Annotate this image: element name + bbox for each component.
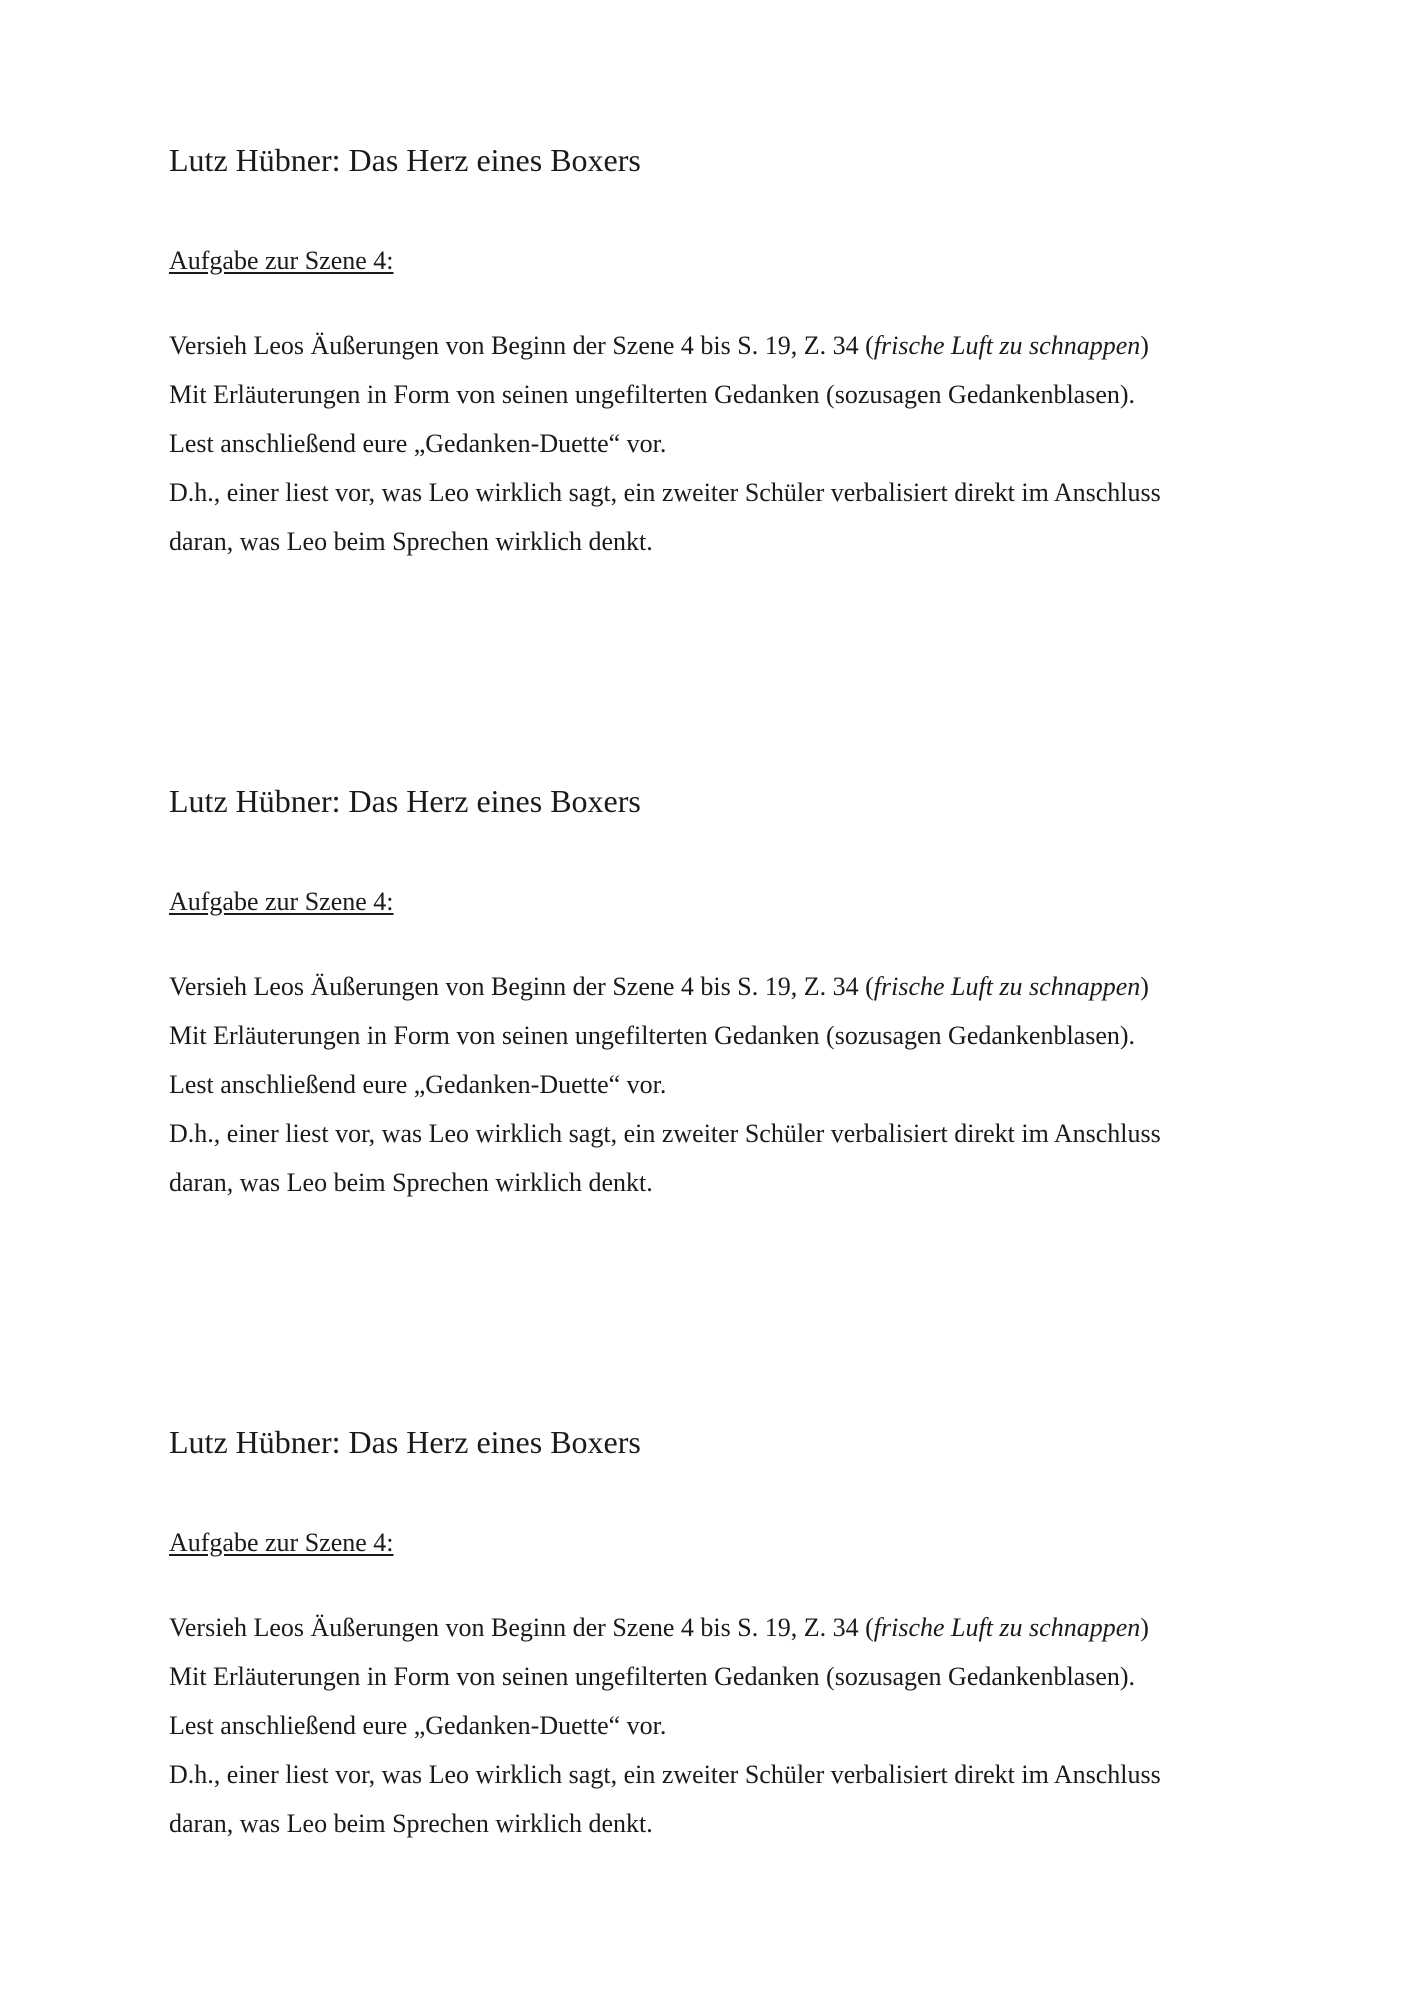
task-instructions (169, 962, 1299, 1207)
quote-text: frische Luft zu schnappen (873, 972, 1141, 1001)
instruction-text: ) (1140, 1613, 1149, 1642)
instruction-line: Mit Erläuterungen in Form von seinen ungefilterten Gedanken (sozusagen Gedankenblasen). (169, 1021, 1136, 1050)
instruction-line: D.h., einer liest vor, was Leo wirklich sagt, ein zweiter Schüler verbalisiert direkt im Anschluss (169, 1760, 1161, 1789)
instruction-line: Lest anschließend eure „Gedanken-Duette“ vor. (169, 1070, 667, 1099)
document-title: Lutz Hübner: Das Herz eines Boxers (169, 142, 641, 178)
instruction-line (169, 962, 1299, 1011)
instruction-text: ) (1140, 331, 1149, 360)
instruction-line: D.h., einer liest vor, was Leo wirklich sagt, ein zweiter Schüler verbalisiert direkt im Anschluss (169, 1119, 1161, 1148)
document-title: Lutz Hübner: Das Herz eines Boxers (169, 1424, 641, 1460)
task-heading: Aufgabe zur Szene 4: (169, 1528, 394, 1557)
instruction-line: Lest anschließend eure „Gedanken-Duette“ vor. (169, 1711, 667, 1740)
instruction-text: ) (1140, 972, 1149, 1001)
instruction-line: D.h., einer liest vor, was Leo wirklich sagt, ein zweiter Schüler verbalisiert direkt im Anschluss (169, 478, 1161, 507)
task-heading: Aufgabe zur Szene 4: (169, 887, 394, 916)
document-title: Lutz Hübner: Das Herz eines Boxers (169, 783, 641, 819)
quote-text: frische Luft zu schnappen (873, 1613, 1141, 1642)
task-block (169, 137, 1299, 566)
instruction-line: Mit Erläuterungen in Form von seinen ungefilterten Gedanken (sozusagen Gedankenblasen). (169, 380, 1136, 409)
task-instructions (169, 1603, 1299, 1848)
task-block (169, 1419, 1299, 1848)
instruction-line: daran, was Leo beim Sprechen wirklich denkt. (169, 1809, 653, 1838)
task-instructions (169, 321, 1299, 566)
instruction-line: daran, was Leo beim Sprechen wirklich denkt. (169, 1168, 653, 1197)
instruction-line (169, 1603, 1299, 1652)
instruction-text: Versieh Leos Äußerungen von Beginn der Szene 4 bis S. 19, Z. 34 ( (169, 1613, 874, 1642)
instruction-line: Lest anschließend eure „Gedanken-Duette“ vor. (169, 429, 667, 458)
instruction-text: Versieh Leos Äußerungen von Beginn der Szene 4 bis S. 19, Z. 34 ( (169, 972, 874, 1001)
instruction-text: Versieh Leos Äußerungen von Beginn der Szene 4 bis S. 19, Z. 34 ( (169, 331, 874, 360)
instruction-line: daran, was Leo beim Sprechen wirklich denkt. (169, 527, 653, 556)
quote-text: frische Luft zu schnappen (873, 331, 1141, 360)
instruction-line (169, 321, 1299, 370)
task-block (169, 778, 1299, 1207)
task-heading: Aufgabe zur Szene 4: (169, 246, 394, 275)
instruction-line: Mit Erläuterungen in Form von seinen ungefilterten Gedanken (sozusagen Gedankenblasen). (169, 1662, 1136, 1691)
